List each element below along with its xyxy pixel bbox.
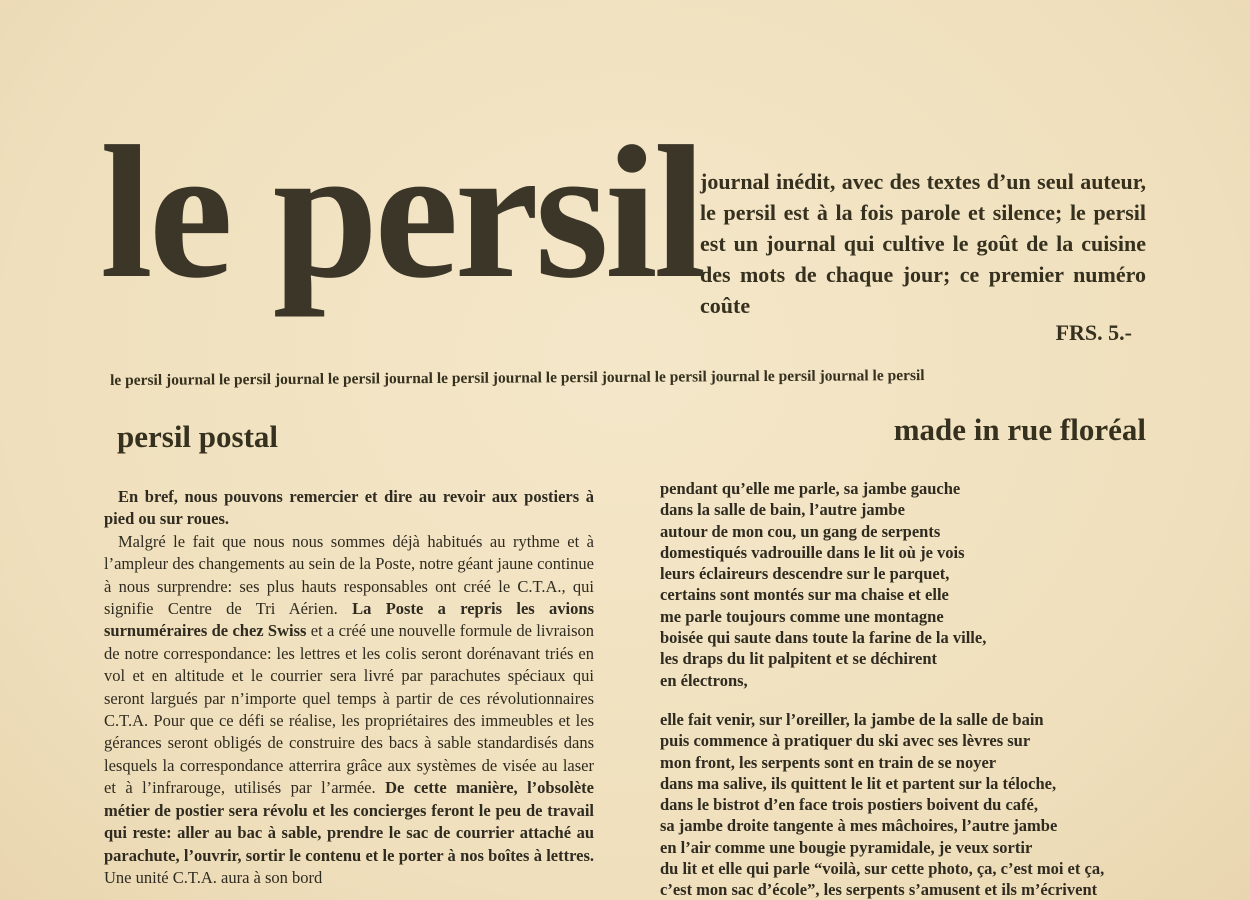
poem-line: me parle toujours comme une montagne [660,606,944,626]
article-lead-text: En bref, nous pouvons remercier et dire au revoir aux postiers à pied ou sur roues. [104,487,594,529]
poem-line: en l’air comme une bougie pyramidale, je veux sortir [660,837,1033,857]
article-bold-2: De cette manière, l’obsolète métier de postier sera révolu et les concierges feront le peu de travail qui reste: aller au bac à sable, prendre le sac de courrier attaché au parachute, l’ouvrir, sortir le contenu et le porter à nos boîtes à lettres. [104,778,595,865]
poem-line: du lit et elle qui parle “voilà, sur cette photo, ça, c’est moi et ça, [660,859,1105,879]
poem-line: mon front, les serpents sont en train de se noyer [660,752,997,772]
poem-line: certains sont montés sur ma chaise et elle [660,585,949,605]
article-bold-1: La Poste a repris les avions surnuméraires de chez Swiss [104,599,594,641]
section-heading-left: persil postal [117,419,279,454]
article-body [104,531,594,890]
poem-line: leurs éclaireurs descendre sur le parquet, [660,564,950,584]
poem-line: autour de mon cou, un gang de serpents [660,521,941,541]
poem-line: domestiqués vadrouille dans le lit où je vois [660,542,965,562]
poem-line: elle fait venir, sur l’oreiller, la jambe de la salle de bain [660,709,1044,729]
masthead-title: le persil [100,108,703,318]
poem-line: pendant qu’elle me parle, sa jambe gauche [660,479,961,498]
poem-line: les draps du lit palpitent et se déchirent [660,649,937,669]
article-lead [104,486,594,531]
article-text-1: Malgré le fait que nous nous sommes déjà habitués au rythme et à l’ampleur des changements au sein de la Poste, notre géant jaune continue à nous surprendre: ses plus hauts responsables ont créé le C.T.A., qui signifie Centre de Tri Aérien. [104,531,594,619]
repeating-banner: le persil journal le persil journal le persil journal le persil journal le persil journal le persil journal le persil journal le persil [110,367,925,389]
article-text-2: et a créé une nouvelle formule de livraison de notre correspondance: les lettres et les colis seront dorénavant triés en vol et en altitude et le courrier sera livré par parachutes spéciaux qui seront largués par n’importe quel temps à partir de ces révolutionnaires C.T.A. Pour que ce défi se réalise, les propriétaires des immeubles et les gérances seront obligés de construire des bacs à sable standardisés dans lesquels la correspondance atterrira grâce aux systèmes de visée au laser et à l’infrarouge, utilisés par l’armée. [104,621,594,798]
poem-line: dans la salle de bain, l’autre jambe [660,500,905,520]
article-text-3: Une unité C.T.A. aura à son bord [104,867,323,887]
poem-line: c’est mon sac d’école”, les serpents s’amusent et ils m’écrivent [660,880,1098,900]
masthead-intro: journal inédit, avec des textes d’un seul auteur, le persil est à la fois parole et silence; le persil est un journal qui cultive le goût de la cuisine des mots de chaque jour; ce premier numéro coûte [700,169,1146,318]
poem-line: puis commence à pratiquer du ski avec ses lèvres sur [660,731,1031,751]
poem-stanza-1 [660,478,1160,691]
poem-line: dans ma salive, ils quittent le lit et partent sur la téloche, [660,773,1057,793]
poem-line: boisée qui saute dans toute la farine de la ville, [660,628,987,648]
poem-column [660,478,1160,900]
poem-stanza-2 [660,709,1160,900]
price-label: FRS. 5.- [1055,320,1132,345]
article-column [104,486,594,889]
poem-line: en électrons, [660,670,748,690]
poem-line: dans le bistrot d’en face trois postiers boivent du café, [660,795,1038,815]
section-heading-right: made in rue floréal [893,412,1146,447]
poem-line: sa jambe droite tangente à mes mâchoires, l’autre jambe [660,816,1058,836]
